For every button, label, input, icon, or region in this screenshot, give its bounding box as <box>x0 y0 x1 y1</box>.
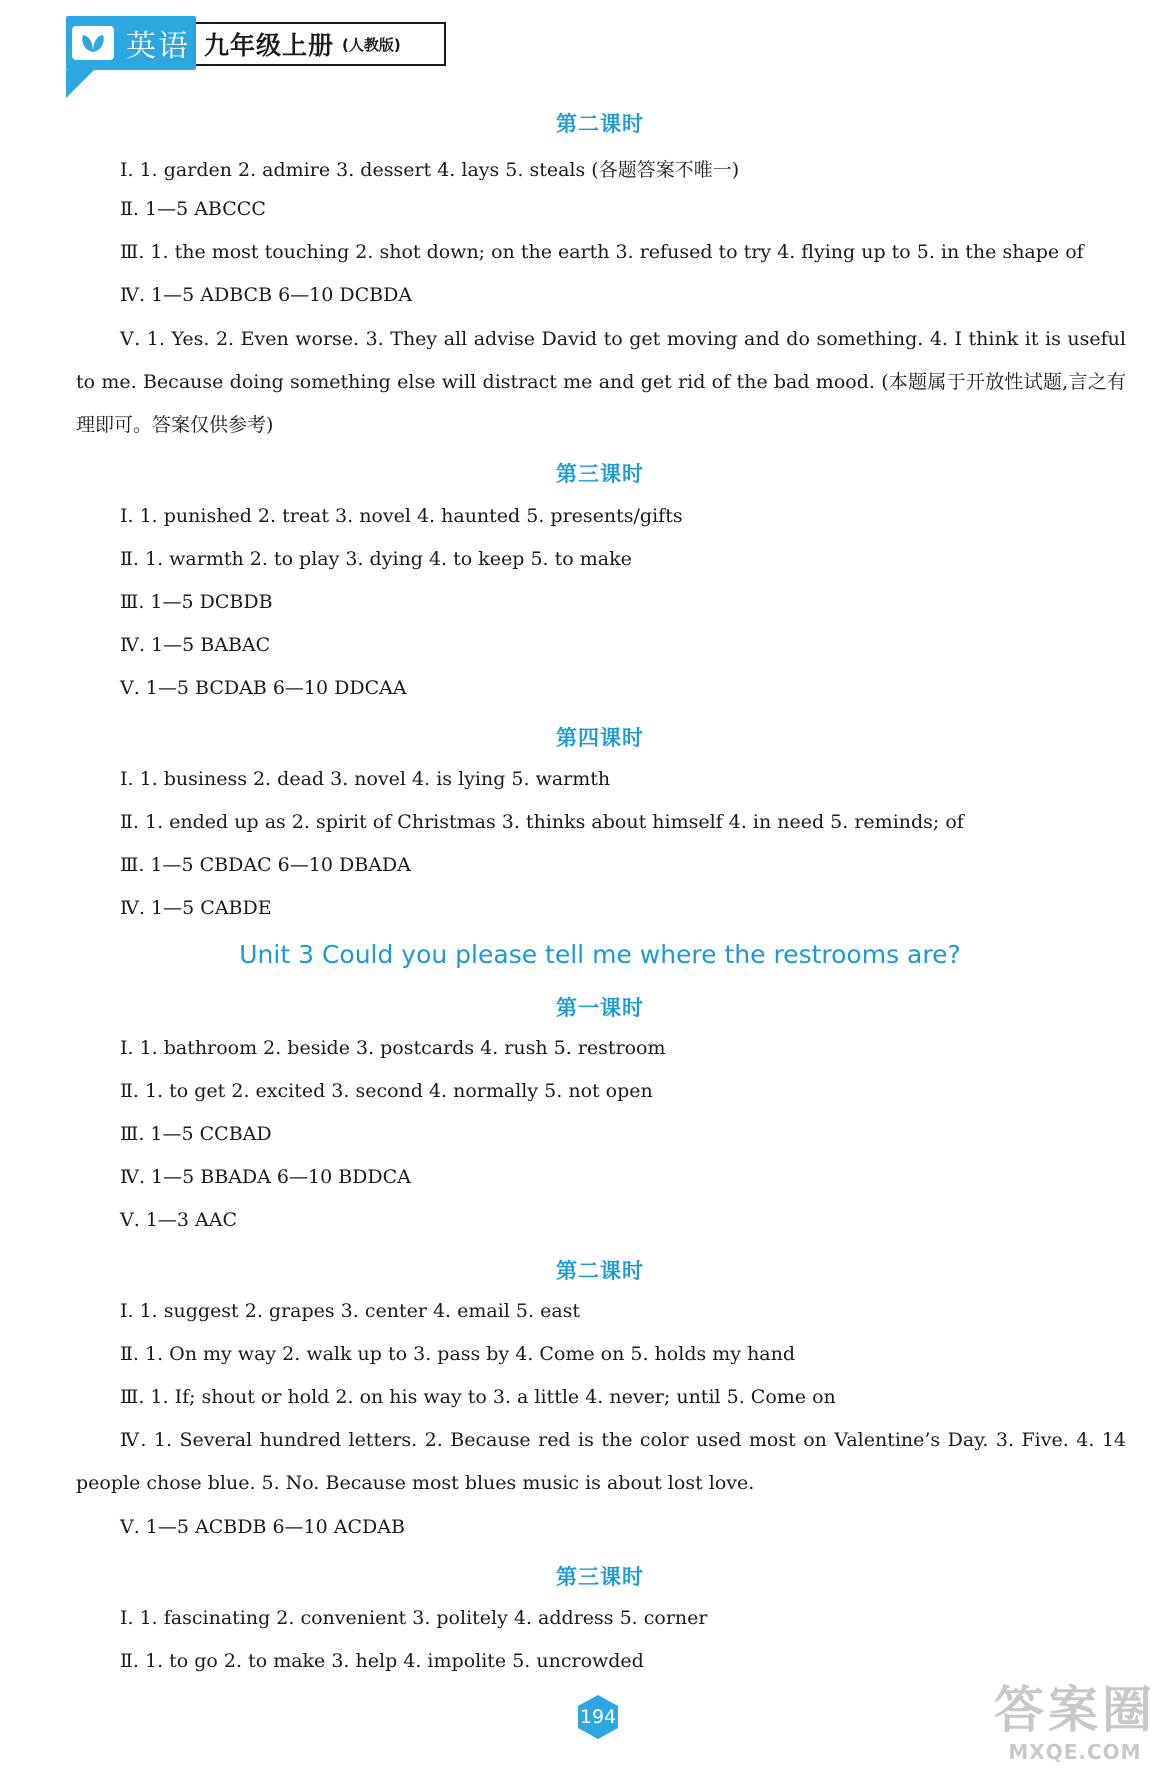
answer-line: Ⅱ. 1. On my way 2. walk up to 3. pass by 4. Come on 5. holds my hand <box>120 1343 796 1365</box>
watermark-url: MXQE.COM <box>1008 1740 1142 1764</box>
answer-line: Ⅰ. 1. fascinating 2. convenient 3. politely 4. address 5. corner <box>120 1607 708 1629</box>
answer-line: Ⅴ. 1—5 BCDAB 6—10 DDCAA <box>120 677 407 699</box>
answer-line: Ⅳ. 1—5 BABAC <box>120 634 271 656</box>
section-title: 第三课时 <box>556 1564 644 1589</box>
subject-label: 英语 <box>126 29 190 64</box>
answer-line: Ⅰ. 1. business 2. dead 3. novel 4. is lying 5. warmth <box>120 768 611 790</box>
section-title: 第二课时 <box>556 1258 644 1283</box>
watermark <box>990 1680 1160 1786</box>
unit-title: Unit 3 Could you please tell me where the restrooms are? <box>239 940 961 969</box>
header-corner-decoration <box>66 70 94 98</box>
answer-line: Ⅱ. 1. to get 2. excited 3. second 4. normally 5. not open <box>120 1080 653 1102</box>
answer-line: Ⅴ. 1—5 ACBDB 6—10 ACDAB <box>120 1516 405 1538</box>
answer-line: Ⅴ. 1—3 AAC <box>120 1209 237 1231</box>
answer-paragraph: Ⅳ. 1. Several hundred letters. 2. Because red is the color used most on Valentine’s Day. 3. Five. 4. 14 people chose blue. 5. No. Because most blues music is about lost love. <box>76 1429 1126 1494</box>
section-title: 第四课时 <box>556 725 644 750</box>
answer-line: Ⅲ. 1—5 DCBDB <box>120 591 273 613</box>
section-title: 第一课时 <box>556 995 644 1020</box>
answer-line: Ⅲ. 1—5 CBDAC 6—10 DBADA <box>120 854 411 876</box>
watermark-text: 答案圈 <box>994 1681 1156 1739</box>
grade-label: 九年级上册 <box>204 31 335 60</box>
answer-line: Ⅱ. 1. ended up as 2. spirit of Christmas 3. thinks about himself 4. in need 5. reminds; of <box>120 811 964 833</box>
answer-line: Ⅰ. 1. garden 2. admire 3. dessert 4. lays 5. steals (各题答案不唯一) <box>120 159 740 181</box>
grade-box <box>196 22 446 66</box>
leaf-icon <box>72 26 114 60</box>
answer-line: Ⅳ. 1—5 BBADA 6—10 BDDCA <box>120 1166 411 1188</box>
answer-line: Ⅱ. 1—5 ABCCC <box>120 198 266 220</box>
section-title: 第三课时 <box>556 461 644 486</box>
edition-label: (人教版) <box>342 35 401 54</box>
answer-line: Ⅱ. 1. to go 2. to make 3. help 4. impolite 5. uncrowded <box>120 1650 644 1672</box>
page-number-badge <box>575 1694 621 1740</box>
page-number: 194 <box>579 1706 617 1728</box>
answer-line: Ⅳ. 1—5 CABDE <box>120 897 272 919</box>
answer-line: Ⅰ. 1. bathroom 2. beside 3. postcards 4. rush 5. restroom <box>120 1037 666 1059</box>
answer-line: Ⅲ. 1—5 CCBAD <box>120 1123 272 1145</box>
book-header <box>66 16 448 70</box>
answer-line: Ⅰ. 1. punished 2. treat 3. novel 4. haunted 5. presents/gifts <box>120 505 683 527</box>
subject-badge <box>66 16 196 70</box>
answer-line: Ⅲ. 1. If; shout or hold 2. on his way to 3. a little 4. never; until 5. Come on <box>120 1386 836 1408</box>
answer-paragraph: Ⅴ. 1. Yes. 2. Even worse. 3. They all advise David to get moving and do something. 4. I think it is useful to me. Because doing something else will distract me and get rid of the bad mood. (本题属于开放性试题,言之有理即可。答案仅供参考) <box>76 328 1126 436</box>
answer-line: Ⅱ. 1. warmth 2. to play 3. dying 4. to keep 5. to make <box>120 548 632 570</box>
section-title: 第二课时 <box>556 111 644 136</box>
answer-line: Ⅰ. 1. suggest 2. grapes 3. center 4. email 5. east <box>120 1300 581 1322</box>
answer-line: Ⅳ. 1—5 ADBCB 6—10 DCBDA <box>120 284 413 306</box>
answer-line: Ⅲ. 1. the most touching 2. shot down; on the earth 3. refused to try 4. flying up to 5. in the shape of <box>120 241 1084 263</box>
